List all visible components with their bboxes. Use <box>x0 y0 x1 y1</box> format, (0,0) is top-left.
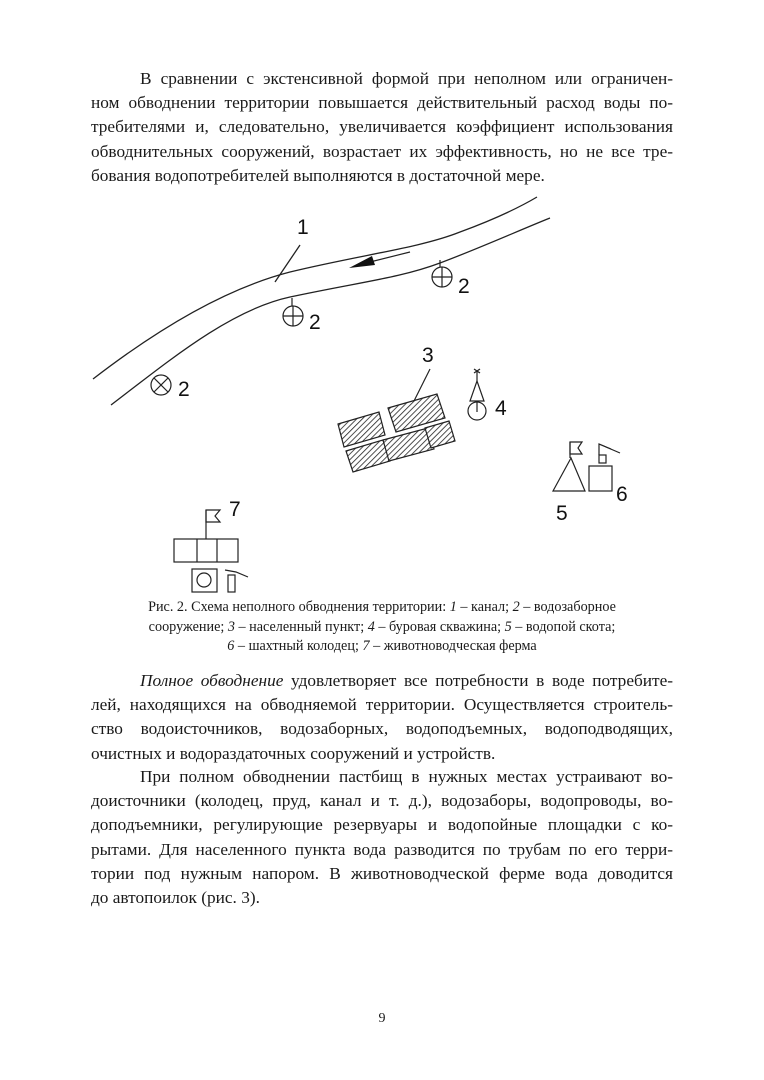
label-livestock-farm: 7 <box>229 498 241 521</box>
caption-item-number: 6 <box>227 638 235 654</box>
label-intake: 2 <box>309 311 321 334</box>
caption-item-text: – шахтный колодец; <box>234 638 363 654</box>
caption-item-text: – водозаборное <box>519 599 616 615</box>
label-mine-well: 6 <box>616 483 628 506</box>
label-settlement: 3 <box>422 344 434 367</box>
text-line: тории под нужным напором. В животноводческой ферме вода доводится <box>91 863 673 883</box>
page-number: 9 <box>378 1011 386 1026</box>
cattle-watering-icon <box>553 442 585 491</box>
canal-icon <box>93 197 550 405</box>
label-canal: 1 <box>297 216 309 239</box>
paragraph-pasture-watering <box>91 765 673 910</box>
text-line: доподъемники, регулирующие резервуары и водопойные площадки с ко- <box>91 815 673 835</box>
text-line: рытами. Для населенного пункта вода разводится по трубам по его терри- <box>91 839 673 859</box>
text-line: до автопоилок (рис. 3). <box>91 887 260 907</box>
label-intake: 2 <box>178 378 190 401</box>
caption-prefix: Рис. 2. Схема неполного обводнения территории: <box>148 599 450 615</box>
caption-item-text: – водопой скота; <box>511 618 616 635</box>
label-borehole: 4 <box>495 397 507 420</box>
water-intake-icon <box>283 298 303 326</box>
caption-item-text: – буровая скважина; <box>374 618 505 635</box>
text-line: ном обводнении территории повышается действительный расход воды по- <box>91 93 673 113</box>
figure-caption <box>100 598 664 657</box>
text-line: требителями и, следовательно, увеличивается коэффициент использования <box>91 117 673 137</box>
text-line: При полном обводнении пастбищ в нужных местах устраивают во- <box>140 767 673 786</box>
caption-item-number: 4 <box>367 618 375 635</box>
livestock-farm-icon <box>174 510 248 592</box>
term-full-watering: Полное обводнение <box>140 671 284 690</box>
caption-item-number: 1 <box>449 599 457 615</box>
caption-item-text: сооружение; <box>148 618 228 635</box>
flow-direction-arrow-icon <box>349 252 410 268</box>
caption-item-text: – населенный пункт; <box>234 618 368 635</box>
caption-item-number: 5 <box>504 618 512 635</box>
text-line: доисточники (колодец, пруд, канал и т. д.), водозаборы, водопроводы, во- <box>91 791 673 811</box>
borehole-icon <box>468 369 486 420</box>
label-cattle-watering: 5 <box>556 502 568 525</box>
text-fragment: удовлетворяет все потребности в воде потребите- <box>283 671 674 690</box>
text-line: обводнительных сооружений, возрастает их эффективность, но не все тре- <box>91 141 673 161</box>
water-intake-icon <box>151 375 171 395</box>
text-line: В сравнении с экстенсивной формой при неполном или ограничен- <box>140 69 673 88</box>
text-line: ство водоисточников, водозаборных, водоподъемных, водоподводящих, <box>91 719 673 739</box>
settlement-icon <box>338 369 455 472</box>
caption-item-number: 2 <box>512 599 520 615</box>
caption-item-text: – животноводческая ферма <box>369 638 537 654</box>
paragraph-full-watering <box>91 669 673 766</box>
caption-item-number: 3 <box>227 618 235 635</box>
text-line: очистных и водораздаточных сооружений и устройств. <box>91 743 496 763</box>
text-line <box>91 669 673 693</box>
text-line: лей, находящихся на обводняемой территории. Осуществляется строитель- <box>91 695 673 715</box>
water-intake-icon <box>432 260 452 287</box>
label-intake: 2 <box>458 275 470 298</box>
text-line: бования водопотребителей выполняются в достаточной мере. <box>91 165 545 185</box>
caption-item-number: 7 <box>362 638 370 654</box>
caption-item-text: – канал; <box>456 599 513 615</box>
